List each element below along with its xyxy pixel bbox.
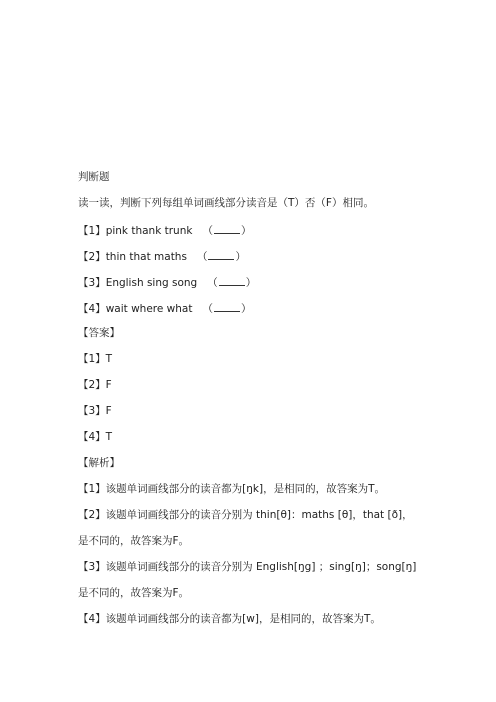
open-paren: （ <box>207 277 218 289</box>
question-words: thin that maths <box>105 251 187 263</box>
answer-blank <box>219 274 245 286</box>
answer-1: 【1】T <box>78 353 113 365</box>
section-title: 判断题 <box>78 171 110 183</box>
question-words: wait where what <box>105 303 193 315</box>
question-number: 【1】 <box>78 225 106 237</box>
analysis-line: 【3】该题单词画线部分的读音分别为 English[ŋg] ；sing[ŋ]；song[ŋ] <box>78 561 417 573</box>
answer-blank <box>214 300 240 312</box>
open-paren: （ <box>202 303 213 315</box>
close-paren: ） <box>235 251 246 263</box>
close-paren: ） <box>240 303 252 315</box>
question-number: 【3】 <box>78 277 106 289</box>
question-words: English sing song <box>105 277 198 289</box>
question-3 <box>78 274 256 290</box>
analysis-line: 【1】该题单词画线部分的读音都为[ŋk]，是相同的，故答案为T。 <box>78 483 386 495</box>
question-number: 【4】 <box>78 303 106 315</box>
analysis-line: 【4】该题单词画线部分的读音都为[w]，是相同的，故答案为T。 <box>78 613 381 625</box>
question-1 <box>78 222 251 238</box>
analysis-line: 是不同的，故答案为F。 <box>78 587 190 599</box>
question-words: pink thank trunk <box>105 225 193 237</box>
analysis-line: 是不同的，故答案为F。 <box>78 535 190 547</box>
open-paren: （ <box>202 225 213 237</box>
instruction-text: 读一读，判断下列每组单词画线部分读音是（T）否（F）相同。 <box>78 197 374 209</box>
answer-header: 【答案】 <box>78 327 120 339</box>
close-paren: ） <box>240 225 252 237</box>
answer-4: 【4】T <box>78 431 113 443</box>
question-number: 【2】 <box>78 251 106 263</box>
analysis-line: 【2】该题单词画线部分的读音分别为 thin[θ]：maths [θ]，that [ð]， <box>78 509 413 521</box>
answer-2: 【2】F <box>78 379 112 391</box>
answer-blank <box>208 248 234 260</box>
answer-blank <box>214 222 240 234</box>
answer-3: 【3】F <box>78 405 112 417</box>
open-paren: （ <box>196 251 208 263</box>
question-4 <box>78 300 251 316</box>
analysis-header: 【解析】 <box>78 457 120 469</box>
question-2 <box>78 248 246 264</box>
close-paren: ） <box>245 277 257 289</box>
